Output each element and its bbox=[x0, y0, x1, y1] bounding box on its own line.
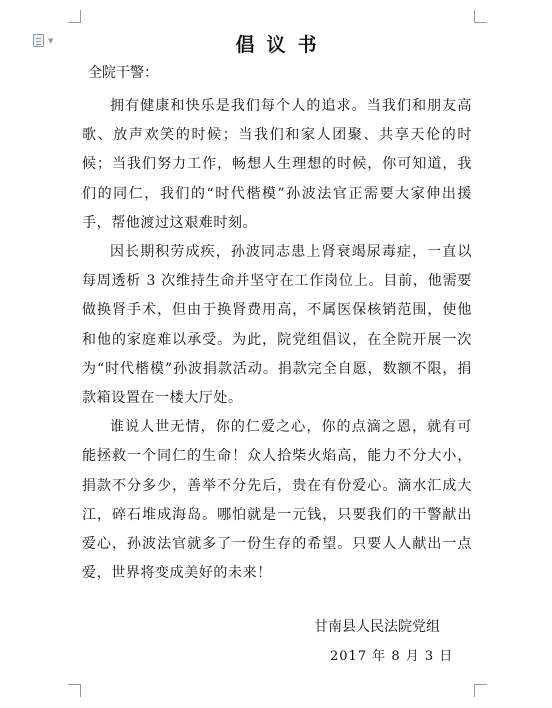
paragraph-3: 谁说人世无情，你的仁爱之心，你的点滴之恩，就有可能拯救一个同仁的生命！众人拾柴火焰高，能力不分大小，捐款不分多少，善举不分先后，贵在有份爱心。滴水汇成大江，碎石堆成海岛。哪怕就是一元钱，只要我们的干警献出爱心，孙波法官就多了一份生存的希望。只要人人献出一点爱，世界将变成美好的未来！ bbox=[82, 419, 472, 582]
page-title: 倡议书 bbox=[235, 34, 329, 56]
crop-mark-top-right bbox=[474, 10, 487, 23]
date: 2017 年 8 月 3 日 bbox=[330, 649, 454, 664]
paragraph-2: 因长期积劳成疾，孙波同志患上肾衰竭尿毒症，一直以每周透析 3 次维持生命并坚守在工作岗位上。目前，他需要做换肾手术，但由于换肾费用高，不属医保核销范围，使他和他的家庭难以承受。为此，院党组倡议，在全院开展一次为“时代楷模”孙波捐款活动。捐款完全自愿，数额不限，捐款箱设置在一楼大厅处。 bbox=[82, 244, 472, 407]
signer: 甘南县人民法院党组 bbox=[314, 619, 440, 635]
paragraph-1: 拥有健康和快乐是我们每个人的追求。当我们和朋友高歌、放声欢笑的时候；当我们和家人团聚、共享天伦的时候；当我们努力工作，畅想人生理想的时候，你可知道，我们的同仁，我们的“时代楷模”孙波法官正需要大家伸出援手，帮他渡过这艰难时刻。 bbox=[82, 98, 472, 231]
crop-mark-bottom-left bbox=[68, 684, 81, 697]
crop-mark-top-left bbox=[68, 10, 81, 23]
greeting: 全院干警： bbox=[88, 65, 158, 81]
crop-mark-bottom-right bbox=[474, 684, 487, 697]
dropdown-arrow-icon[interactable]: ▼ bbox=[48, 37, 54, 45]
document-body bbox=[82, 92, 472, 588]
